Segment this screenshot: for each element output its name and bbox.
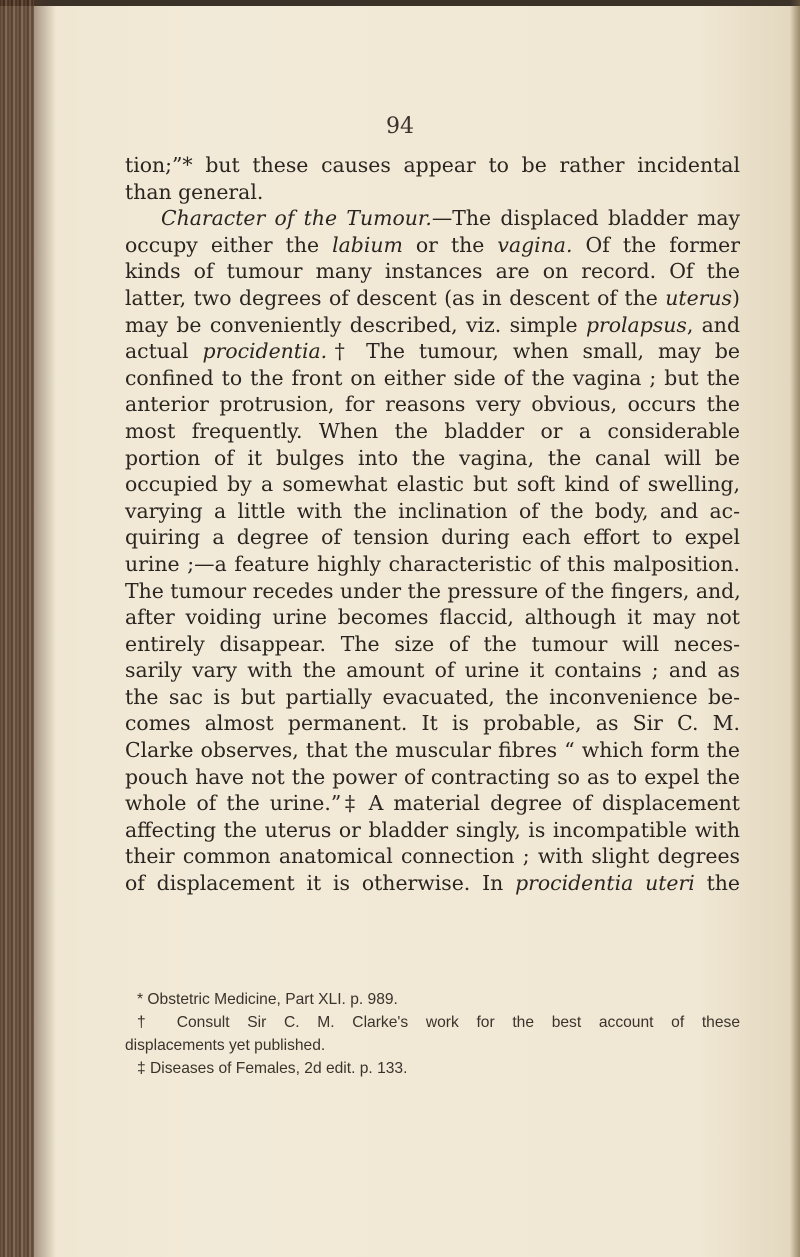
text-segment: pouch have not the power of contracting so as to expel the bbox=[125, 764, 740, 789]
text-segment: whole of the urine.”‡ A material degree of displacement bbox=[125, 791, 740, 816]
page-number: 94 bbox=[386, 114, 414, 139]
text-line bbox=[125, 578, 740, 605]
text-segment: entirely disappear. The size of the tumour will neces- bbox=[125, 631, 740, 656]
text-segment: Clarke observes, that the muscular fibres “ which form the bbox=[125, 738, 740, 763]
text-line bbox=[125, 684, 740, 711]
italic-text: procidentia uteri bbox=[515, 871, 695, 896]
text-segment: actual bbox=[125, 339, 203, 364]
text-segment: † The tumour, when small, may be bbox=[327, 339, 740, 364]
text-segment: the sac is but partially evacuated, the inconvenience be- bbox=[125, 684, 740, 709]
italic-text: Character of the Tumour. bbox=[161, 206, 432, 231]
text-line bbox=[125, 312, 740, 339]
top-edge-shadow bbox=[0, 0, 800, 6]
text-line bbox=[125, 445, 740, 472]
text-line bbox=[125, 338, 740, 365]
text-segment: urine ;—a feature highly characteristic of this malposition. bbox=[125, 551, 740, 576]
text-segment: ) bbox=[732, 285, 740, 310]
text-line bbox=[125, 657, 740, 684]
text-segment: or the bbox=[402, 232, 498, 257]
text-segment: comes almost permanent. It is probable, as Sir C. M. bbox=[125, 711, 740, 736]
italic-text: uterus bbox=[665, 285, 733, 310]
footnote-line: ‡ Diseases of Females, 2d edit. p. 133. bbox=[137, 1060, 408, 1077]
text-segment: kinds of tumour many instances are on record. Of the bbox=[125, 259, 740, 284]
text-line bbox=[125, 471, 740, 498]
page-edge-shadow bbox=[790, 0, 800, 1257]
text-line bbox=[125, 604, 740, 631]
body-text bbox=[125, 152, 740, 897]
italic-text: labium bbox=[332, 232, 403, 257]
text-segment: the bbox=[694, 871, 740, 896]
text-line bbox=[125, 710, 740, 737]
text-segment: most frequently. When the bladder or a considerable bbox=[125, 418, 740, 443]
text-line bbox=[125, 179, 740, 206]
text-segment: anterior protrusion, for reasons very obvious, occurs the bbox=[125, 392, 740, 417]
text-segment: varying a little with the inclination of the body, and ac- bbox=[125, 498, 740, 523]
text-line bbox=[125, 365, 740, 392]
footnotes bbox=[125, 988, 740, 1080]
text-segment: quiring a degree of tension during each effort to expel bbox=[125, 525, 740, 550]
text-line bbox=[125, 764, 740, 791]
text-segment: sarily vary with the amount of urine it contains ; and as bbox=[125, 658, 740, 683]
text-segment: portion of it bulges into the vagina, the canal will be bbox=[125, 445, 740, 470]
footnote-line: † Consult Sir C. M. Clarke's work for the best account of these bbox=[137, 1014, 740, 1031]
text-line bbox=[125, 524, 740, 551]
text-line bbox=[125, 631, 740, 658]
text-line bbox=[125, 258, 740, 285]
italic-text: prolapsus bbox=[585, 312, 687, 337]
text-segment: their common anatomical connection ; with slight degrees bbox=[125, 844, 740, 869]
text-line bbox=[125, 232, 740, 259]
text-line bbox=[125, 870, 740, 897]
text-line bbox=[125, 391, 740, 418]
text-segment: may be conveniently described, viz. simple bbox=[125, 312, 586, 337]
text-line bbox=[125, 418, 740, 445]
text-line bbox=[125, 790, 740, 817]
text-segment: occupied by a somewhat elastic but soft kind of swelling, bbox=[125, 472, 740, 497]
book-spine bbox=[0, 0, 34, 1257]
text-line bbox=[125, 498, 740, 525]
text-segment: affecting the uterus or bladder singly, is incompatible with bbox=[125, 817, 740, 842]
text-line bbox=[125, 737, 740, 764]
text-segment: occupy either the bbox=[125, 232, 333, 257]
text-segment: than general. bbox=[125, 179, 264, 204]
text-line bbox=[125, 817, 740, 844]
text-segment: , and bbox=[686, 312, 740, 337]
text-line bbox=[125, 205, 740, 232]
text-segment: confined to the front on either side of the vagina ; but the bbox=[125, 365, 740, 390]
text-segment: —The displaced bladder may bbox=[431, 206, 740, 231]
text-line bbox=[125, 152, 740, 179]
text-segment: latter, two degrees of descent (as in descent of the bbox=[125, 285, 666, 310]
text-segment: after voiding urine becomes flaccid, although it may not bbox=[125, 605, 740, 630]
footnote-line: * Obstetric Medicine, Part XLI. p. 989. bbox=[137, 991, 398, 1008]
text-segment: Of the former bbox=[572, 232, 740, 257]
gutter-shadow bbox=[34, 0, 56, 1257]
footnote-line: displacements yet published. bbox=[125, 1037, 326, 1054]
text-segment: of displacement it is otherwise. In bbox=[125, 871, 516, 896]
text-line bbox=[125, 551, 740, 578]
text-segment: The tumour recedes under the pressure of the fingers, and, bbox=[125, 578, 741, 603]
italic-text: vagina. bbox=[497, 232, 573, 257]
text-line bbox=[125, 843, 740, 870]
italic-text: procidentia. bbox=[202, 339, 328, 364]
text-line bbox=[125, 285, 740, 312]
text-segment: tion;”* but these causes appear to be rather incidental bbox=[125, 153, 740, 177]
